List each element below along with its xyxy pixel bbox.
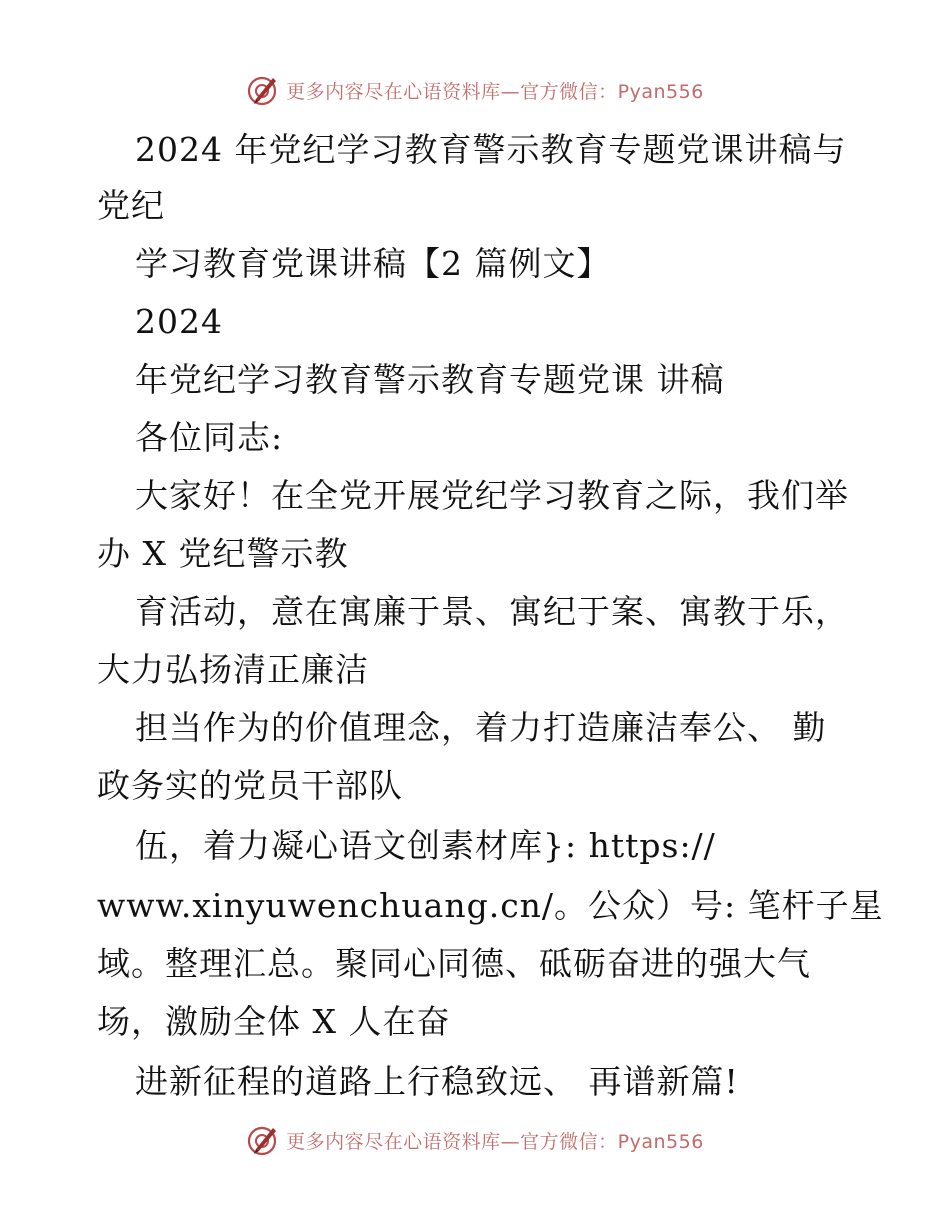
paragraph-line: 大力弘扬清正廉洁 [97, 650, 369, 689]
paragraph-line: 域。整理汇总。聚同心同德、砥砺奋进的强大气 [97, 944, 811, 983]
title-line-1: 2024 年党纪学习教育警示教育专题党课讲稿与 [135, 130, 847, 169]
subtitle-line-1: 2024 [135, 302, 223, 341]
paragraph-line: 办 X 党纪警示教 [97, 534, 349, 573]
paragraph-line-url: www.xinyuwenchuang.cn/。公众）号: 笔杆子星 [97, 886, 884, 925]
paragraph-line: 育活动，意在寓廉于景、寓纪于案、寓教于乐， [135, 592, 849, 631]
paragraph-line: 场，激励全体 X 人在奋 [97, 1002, 451, 1041]
title-line-2: 党纪 [97, 186, 165, 225]
watermark-text: 更多内容尽在心语资料库—官方微信：Pyan556 [286, 80, 704, 103]
pen-logo-icon [246, 73, 280, 107]
paragraph-line: 担当作为的价值理念，着力打造廉洁奉公、 勤 [135, 708, 827, 747]
watermark-text: 更多内容尽在心语资料库—官方微信：Pyan556 [286, 1130, 704, 1153]
subtitle-line-2: 年党纪学习教育警示教育专题党课 讲稿 [135, 360, 725, 399]
footer-watermark [0, 1120, 950, 1160]
paragraph-line: 伍，着力凝心语文创素材库}: https:// [135, 826, 716, 865]
paragraph-line: 进新征程的道路上行稳致远、 再谱新篇! [135, 1062, 739, 1101]
pen-logo-icon [246, 1123, 280, 1157]
header-watermark [0, 70, 950, 110]
title-line-3: 学习教育党课讲稿【2 篇例文】 [135, 244, 611, 283]
salutation: 各位同志: [135, 418, 284, 457]
paragraph-line: 政务实的党员干部队 [97, 766, 403, 805]
paragraph-line: 大家好！在全党开展党纪学习教育之际，我们举 [135, 476, 849, 515]
